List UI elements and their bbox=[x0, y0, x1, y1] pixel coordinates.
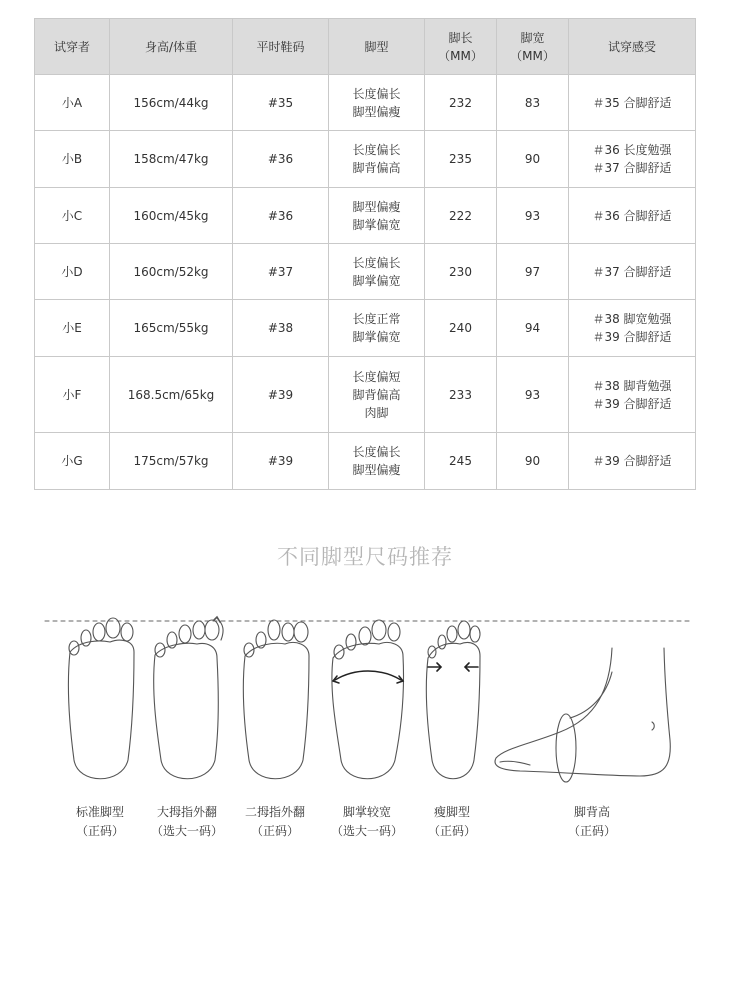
tester-name-cell: 小A bbox=[35, 75, 110, 131]
height-weight-cell: 158cm/47kg bbox=[110, 131, 233, 188]
foot-width-cell: 97 bbox=[497, 244, 569, 300]
tester-name-cell: 小B bbox=[35, 131, 110, 188]
foot-type-advice: （正码） bbox=[75, 824, 124, 838]
foot-shape-cell: 长度偏长 脚型偏瘦 bbox=[329, 75, 425, 131]
high-instep-foot-icon bbox=[495, 648, 670, 782]
foot-width-cell: 83 bbox=[497, 75, 569, 131]
foot-type-advice: （正码） bbox=[250, 824, 299, 838]
fit-feedback-cell: ＃39 合脚舒适 bbox=[569, 433, 696, 490]
usual-size-cell: #39 bbox=[233, 433, 329, 490]
fit-test-table bbox=[34, 18, 696, 490]
foot-shape-cell: 长度偏短 脚背偏高 肉脚 bbox=[329, 357, 425, 433]
foot-length-cell: 222 bbox=[425, 188, 497, 244]
fit-feedback-cell: ＃36 合脚舒适 bbox=[569, 188, 696, 244]
usual-size-cell: #39 bbox=[233, 357, 329, 433]
usual-size-cell: #38 bbox=[233, 300, 329, 357]
foot-length-cell: 233 bbox=[425, 357, 497, 433]
foot-width-cell: 90 bbox=[497, 131, 569, 188]
table-header-cell: 身高/体重 bbox=[110, 19, 233, 75]
table-row bbox=[35, 188, 696, 244]
usual-size-cell: #35 bbox=[233, 75, 329, 131]
second-toe-valgus-foot-icon bbox=[243, 620, 309, 779]
tester-name-cell: 小F bbox=[35, 357, 110, 433]
foot-length-cell: 235 bbox=[425, 131, 497, 188]
table-header-cell: 脚宽 （MM） bbox=[497, 19, 569, 75]
height-weight-cell: 160cm/52kg bbox=[110, 244, 233, 300]
foot-shape-cell: 长度正常 脚掌偏宽 bbox=[329, 300, 425, 357]
foot-length-cell: 232 bbox=[425, 75, 497, 131]
foot-type-caption bbox=[392, 803, 512, 841]
foot-type-label: 二拇指外翻 bbox=[244, 805, 305, 819]
fit-feedback-cell: ＃38 脚宽勉强 ＃39 合脚舒适 bbox=[569, 300, 696, 357]
foot-length-cell: 245 bbox=[425, 433, 497, 490]
fit-feedback-cell: ＃38 脚背勉强 ＃39 合脚舒适 bbox=[569, 357, 696, 433]
hallux-valgus-foot-icon bbox=[154, 617, 223, 779]
foot-type-advice: （正码） bbox=[427, 824, 476, 838]
foot-width-cell: 90 bbox=[497, 433, 569, 490]
table-header-cell: 试穿感受 bbox=[569, 19, 696, 75]
fit-feedback-cell: ＃37 合脚舒适 bbox=[569, 244, 696, 300]
table-row bbox=[35, 357, 696, 433]
tester-name-cell: 小E bbox=[35, 300, 110, 357]
table-row bbox=[35, 131, 696, 188]
foot-type-label: 瘦脚型 bbox=[433, 805, 470, 819]
fit-feedback-cell: ＃35 合脚舒适 bbox=[569, 75, 696, 131]
table-header-cell: 脚长 （MM） bbox=[425, 19, 497, 75]
height-weight-cell: 156cm/44kg bbox=[110, 75, 233, 131]
height-weight-cell: 168.5cm/65kg bbox=[110, 357, 233, 433]
tester-name-cell: 小D bbox=[35, 244, 110, 300]
foot-length-cell: 240 bbox=[425, 300, 497, 357]
fit-feedback-cell: ＃36 长度勉强 ＃37 合脚舒适 bbox=[569, 131, 696, 188]
foot-type-label: 脚掌较宽 bbox=[342, 805, 391, 819]
foot-width-cell: 93 bbox=[497, 357, 569, 433]
height-weight-cell: 160cm/45kg bbox=[110, 188, 233, 244]
table-row bbox=[35, 75, 696, 131]
foot-type-advice: （选大一码） bbox=[150, 824, 223, 838]
table-header-cell: 脚型 bbox=[329, 19, 425, 75]
foot-type-advice: （选大一码） bbox=[330, 824, 403, 838]
foot-type-advice: （正码） bbox=[567, 824, 616, 838]
table-row bbox=[35, 300, 696, 357]
tester-name-cell: 小G bbox=[35, 433, 110, 490]
foot-illustrations bbox=[0, 600, 730, 800]
foot-type-label: 大拇指外翻 bbox=[156, 805, 217, 819]
foot-type-label: 标准脚型 bbox=[75, 805, 124, 819]
foot-type-caption bbox=[532, 803, 652, 841]
foot-shape-cell: 长度偏长 脚型偏瘦 bbox=[329, 433, 425, 490]
usual-size-cell: #36 bbox=[233, 131, 329, 188]
foot-length-cell: 230 bbox=[425, 244, 497, 300]
height-weight-cell: 165cm/55kg bbox=[110, 300, 233, 357]
foot-type-label: 脚背高 bbox=[573, 805, 610, 819]
usual-size-cell: #36 bbox=[233, 188, 329, 244]
section-title: 不同脚型尺码推荐 bbox=[277, 545, 453, 569]
tester-name-cell: 小C bbox=[35, 188, 110, 244]
foot-shape-cell: 长度偏长 脚背偏高 bbox=[329, 131, 425, 188]
table-row bbox=[35, 244, 696, 300]
standard-foot-icon bbox=[68, 618, 134, 779]
table-row bbox=[35, 433, 696, 490]
foot-width-cell: 94 bbox=[497, 300, 569, 357]
wide-forefoot-icon bbox=[332, 620, 404, 779]
foot-shape-cell: 长度偏长 脚掌偏宽 bbox=[329, 244, 425, 300]
table-header-row bbox=[35, 19, 696, 75]
height-weight-cell: 175cm/57kg bbox=[110, 433, 233, 490]
slim-foot-icon bbox=[426, 621, 480, 779]
usual-size-cell: #37 bbox=[233, 244, 329, 300]
foot-width-cell: 93 bbox=[497, 188, 569, 244]
foot-shape-cell: 脚型偏瘦 脚掌偏宽 bbox=[329, 188, 425, 244]
table-header-cell: 试穿者 bbox=[35, 19, 110, 75]
table-header-cell: 平时鞋码 bbox=[233, 19, 329, 75]
